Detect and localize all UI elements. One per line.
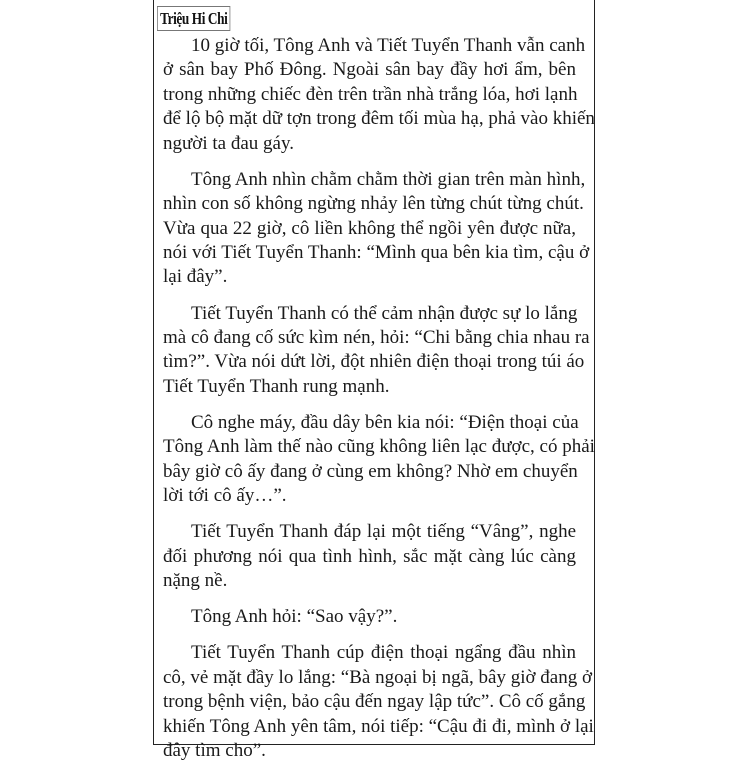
page-body [163, 34, 595, 775]
text-line: đây tìm cho”. [163, 739, 266, 761]
text-line: Cô nghe máy, đầu dây bên kia nói: “Điện thoại của [191, 411, 579, 433]
text-line: Vừa qua 22 giờ, cô liền không thể ngồi yên được nữa, [163, 217, 576, 239]
text-line: nói với Tiết Tuyển Thanh: “Mình qua bên kia tìm, cậu ở [163, 241, 590, 263]
text-line: mà cô đang cố sức kìm nén, hỏi: “Chi bằng chia nhau ra [163, 326, 590, 348]
text-line: Tông Anh nhìn chằm chằm thời gian trên màn hình, [191, 168, 586, 190]
paragraph [163, 168, 590, 290]
running-header-title: Triệu Hi Chi [157, 6, 231, 31]
paragraph [163, 34, 595, 156]
text-line: 10 giờ tối, Tông Anh và Tiết Tuyển Thanh vẫn canh [191, 35, 586, 56]
text-line: Tiết Tuyển Thanh có thể cảm nhận được sự lo lắng [191, 302, 578, 324]
text-line: Tiết Tuyển Thanh cúp điện thoại ngẩng đầu nhìn [191, 642, 576, 664]
book-page [153, 0, 595, 761]
paragraph [163, 605, 576, 629]
text-line: ở sân bay Phố Đông. Ngoài sân bay đầy hơi ẩm, bên [163, 59, 576, 81]
text-line: Tông Anh hỏi: “Sao vậy?”. [191, 606, 398, 628]
text-line: Tiết Tuyển Thanh rung mạnh. [163, 375, 390, 397]
text-line: bây giờ cô ấy đang ở cùng em không? Nhờ em chuyển [163, 460, 578, 482]
paragraph [163, 641, 594, 763]
text-line: trong bệnh viện, bảo cậu đến ngay lập tức”. Cô cố gắng [163, 691, 586, 713]
paragraph [163, 302, 590, 400]
text-line: người ta đau gáy. [163, 132, 294, 154]
text-line: đối phương nói qua tình hình, sắc mặt càng lúc càng [163, 545, 576, 567]
text-line: nhìn con số không ngừng nhảy lên từng chút từng chút. [163, 193, 584, 215]
text-line: tìm?”. Vừa nói dứt lời, đột nhiên điện thoại trong túi áo [163, 351, 585, 373]
text-line: lại đây”. [163, 266, 228, 288]
text-line: lời tới cô ấy…”. [163, 485, 287, 507]
text-line: trong những chiếc đèn trên trần nhà trắng lóa, hơi lạnh [163, 83, 578, 105]
text-line: Tông Anh làm thế nào cũng không liên lạc được, có phải [163, 436, 595, 458]
text-line: Tiết Tuyển Thanh đáp lại một tiếng “Vâng”, nghe [191, 521, 576, 543]
paragraph [163, 520, 576, 593]
text-line: nặng nề. [163, 570, 228, 591]
text-line: khiến Tông Anh yên tâm, nói tiếp: “Cậu đi đi, mình ở lại [163, 715, 594, 737]
text-line: để lộ bộ mặt dữ tợn trong đêm tối mùa hạ, phả vào khiến [163, 108, 595, 130]
text-line: cô, vẻ mặt đầy lo lắng: “Bà ngoại bị ngã, bây giờ đang ở [163, 666, 593, 688]
paragraph [163, 411, 595, 509]
